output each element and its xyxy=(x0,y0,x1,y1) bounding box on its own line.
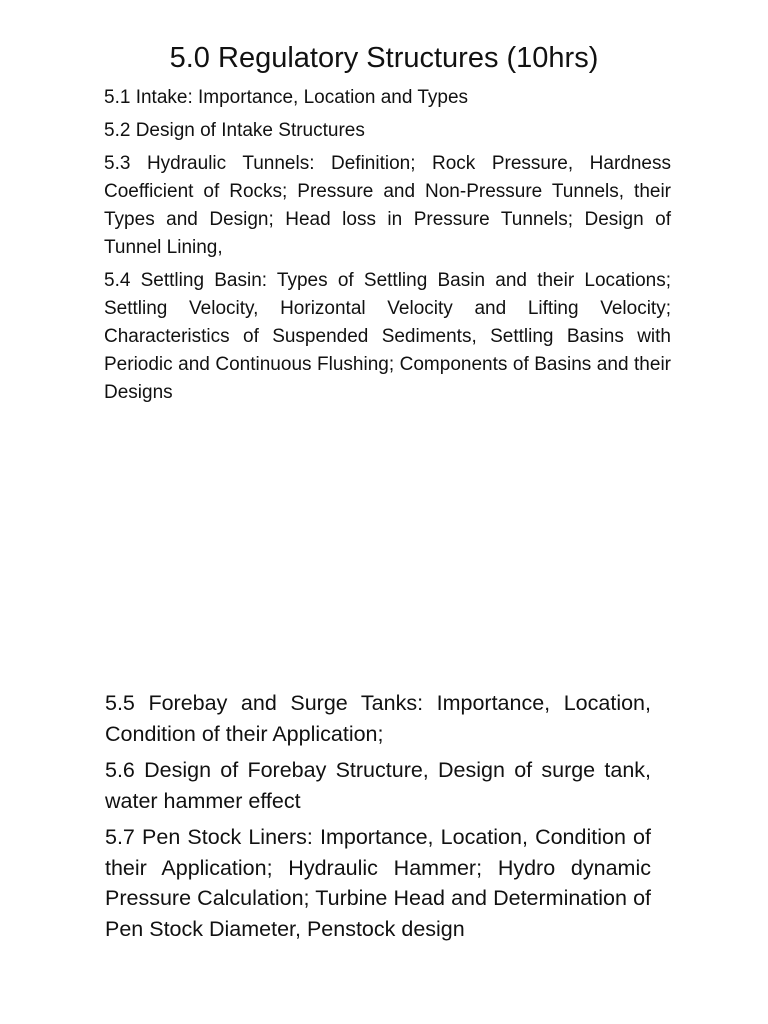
topic-item-5-3: 5.3 Hydraulic Tunnels: Definition; Rock Pressure, Hardness Coefficient of Rocks; Pressure and Non-Pressure Tunnels, their Types and Design; Head loss in Pressure Tunnels; Design of Tunnel Lining, xyxy=(104,153,671,258)
topic-item-5-2: 5.2 Design of Intake Structures xyxy=(104,120,365,141)
topic-item-5-1: 5.1 Intake: Importance, Location and Types xyxy=(104,87,469,108)
slide-1 xyxy=(0,0,768,430)
slide-2 xyxy=(0,680,768,1024)
topic-item-5-7: 5.7 Pen Stock Liners: Importance, Location, Condition of their Application; Hydraulic Hammer; Hydro dynamic Pressure Calculation; Turbine Head and Determination of Pen Stock Diameter, Penstock design xyxy=(105,825,651,941)
topic-list xyxy=(104,84,671,412)
topic-item-5-4: 5.4 Settling Basin: Types of Settling Basin and their Locations; Settling Velocity, Horizontal Velocity and Lifting Velocity; Characteristics of Suspended Sediments, Settling Basins with Periodic and Continuous Flushing; Components of Basins and their Designs xyxy=(104,270,671,403)
topic-item-5-6: 5.6 Design of Forebay Structure, Design of surge tank, water hammer effect xyxy=(105,758,651,813)
topic-item-5-5: 5.5 Forebay and Surge Tanks: Importance, Location, Condition of their Application; xyxy=(105,691,651,746)
slide-title: 5.0 Regulatory Structures (10hrs) xyxy=(169,42,599,74)
topic-list xyxy=(105,688,651,950)
